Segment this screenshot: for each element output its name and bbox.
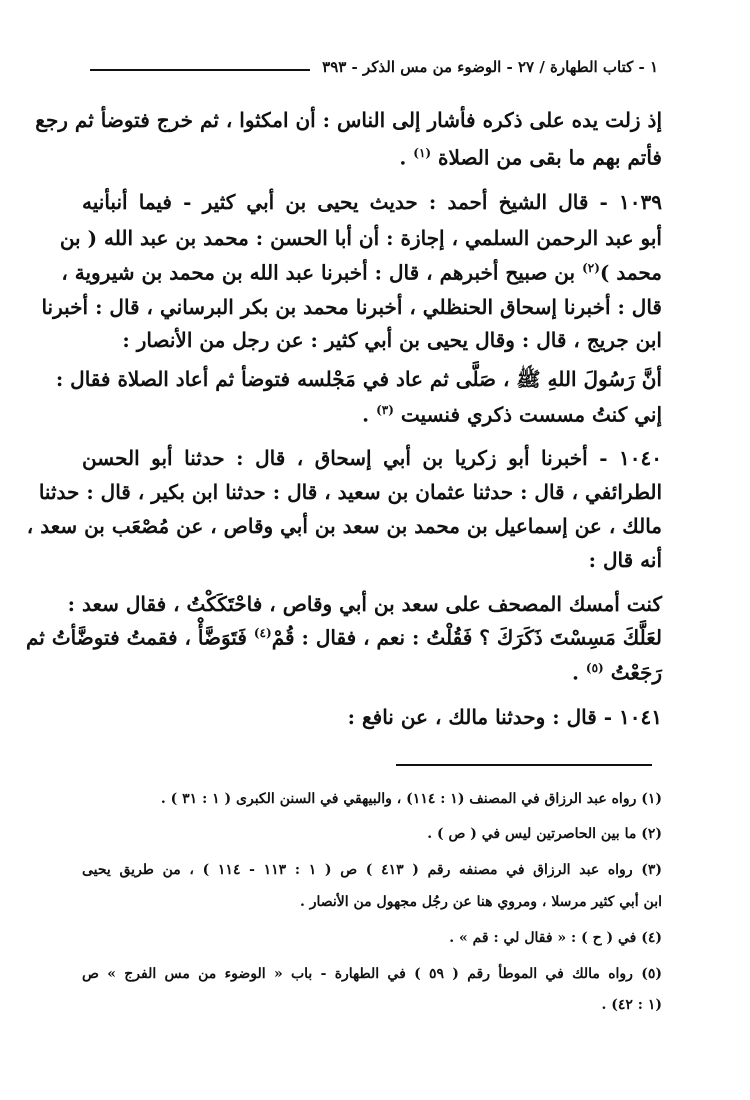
body-line: إذ زلت يده على ذكره فأشار إلى الناس : أن امكثوا ، ثم خرج فتوضأ ثم رجع bbox=[35, 108, 662, 132]
body-line: أنه قال : bbox=[588, 548, 662, 572]
body-line: ١٠٤١ - قال : وحدثنا مالك ، عن نافع : bbox=[347, 705, 662, 729]
body-line: أبو عبد الرحمن السلمي ، إجازة : أن أبا الحسن : محمد بن عبد الله ( بن bbox=[59, 226, 662, 250]
body-line: فأتم بهم ما بقى من الصلاة $^{(١)}$ . bbox=[399, 145, 662, 170]
body-line: محمد )$^{(٢)}$ بن صبيح أخبرهم ، قال : أخبرنا عبد الله بن محمد بن شيروية ، bbox=[61, 260, 662, 285]
body-line: ابن جريج ، قال : وقال يحيى بن أبي كثير : عن رجل من الأنصار : bbox=[122, 328, 662, 352]
footnote-ref: (١) bbox=[413, 146, 432, 160]
body-line: الطرائفي ، قال : حدثنا عثمان بن سعيد ، قال : حدثنا ابن بكير ، قال : حدثنا bbox=[38, 480, 662, 504]
header-rule bbox=[90, 69, 310, 71]
footnote: (٤) في ( ح ) : « فقال لي : قم » . bbox=[449, 930, 662, 946]
footnote: (١ : ٤٢) . bbox=[601, 997, 662, 1013]
body-line: مالك ، عن إسماعيل بن محمد بن سعد بن أبي وقاص ، عن مُصْعَب بن سعد ، bbox=[26, 514, 662, 538]
footnote-ref: (٥) bbox=[585, 661, 604, 675]
running-header bbox=[90, 58, 658, 82]
footnote: (١) رواه عبد الرزاق في المصنف (١ : ١١٤) ، والبيهقي في السنن الكبرى ( ١ : ٣١ ) . bbox=[160, 791, 662, 807]
footnote-ref: (٣) bbox=[376, 403, 394, 417]
body-line: قال : أخبرنا إسحاق الحنظلي ، أخبرنا محمد بن بكر البرساني ، قال : أخبرنا bbox=[41, 295, 662, 319]
hadith-line: أنَّ رَسُولَ اللهِ ﷺ ، صَلَّى ثم عاد في مَجْلسه فتوضأ ثم أعاد الصلاة فقال : bbox=[55, 367, 662, 391]
footnote: (٢) ما بين الحاصرتين ليس في ( ص ) . bbox=[427, 826, 662, 842]
hadith-line: لعَلَّكَ مَسِسْتَ ذَكَرَكَ ؟ فَقُلْتُ : نعم ، فقال : قُمْ$^{(٤)}$ فَتَوَضَّأْ ، فقمتُ فتوضَّأتُ ثم bbox=[25, 625, 662, 650]
footnote-separator bbox=[396, 764, 652, 766]
footnote: (٥) رواه مالك في الموطأ رقم ( ٥٩ ) في الطهارة - باب « الوضوء من مس الفرج » ص bbox=[82, 966, 662, 982]
body-line: ١٠٣٩ - قال الشيخ أحمد : حديث يحيى بن أبي كثير - فيما أنبأنيه bbox=[82, 190, 662, 214]
footnote: (٣) رواه عبد الرزاق في مصنفه رقم ( ٤١٣ ) ص ( ١ : ١١٣ - ١١٤ ) ، من طريق يحيى bbox=[82, 862, 663, 878]
running-title: ١ - كتاب الطهارة / ٢٧ - الوضوء من مس الذكر - ٣٩٣ bbox=[322, 58, 658, 76]
footnote-ref: (٤) bbox=[253, 626, 272, 640]
hadith-line: رَجَعْتُ $^{(٥)}$ . bbox=[571, 660, 662, 685]
body-line: ١٠٤٠ - أخبرنا أبو زكريا بن أبي إسحاق ، قال : حدثنا أبو الحسن bbox=[82, 446, 662, 470]
footnote-ref: (٢) bbox=[582, 261, 600, 275]
hadith-line: كنت أمسك المصحف على سعد بن أبي وقاص ، فاحْتَكَكْتُ ، فقال سعد : bbox=[67, 592, 662, 616]
footnote: ابن أبي كثير مرسلا ، ومروي هنا عن رجُل مجهول من الأنصار . bbox=[299, 894, 662, 910]
hadith-line: إني كنتُ مسست ذكري فنسيت $^{(٣)}$ . bbox=[362, 402, 662, 427]
